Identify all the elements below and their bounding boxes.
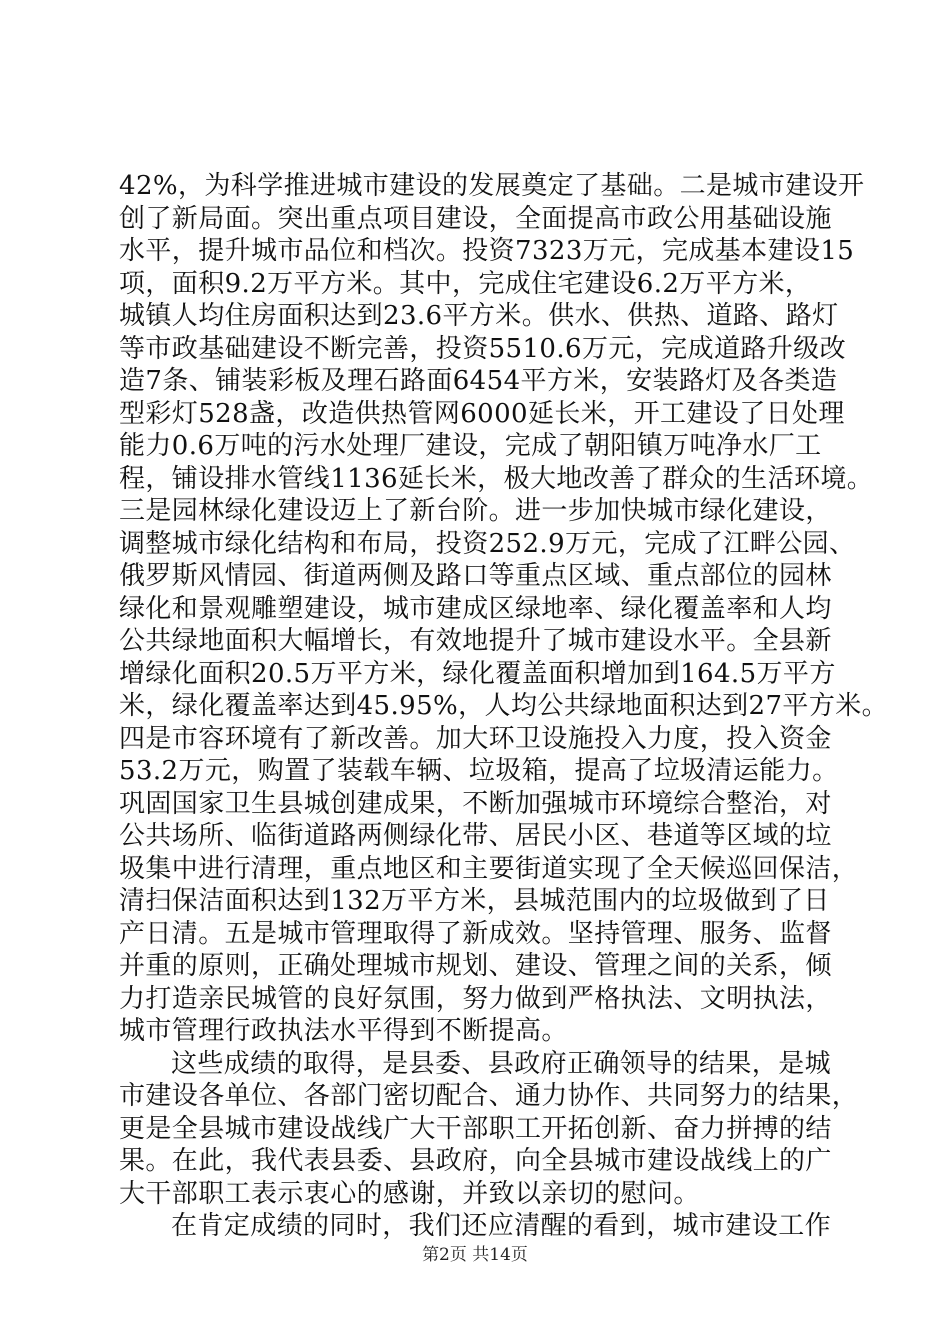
text-line: 项，面积9.2万平方米。其中，完成住宅建设6.2万平方米， xyxy=(119,268,812,299)
text-line: 能力0.6万吨的污水处理厂建设，完成了朝阳镇万吨净水厂工 xyxy=(119,431,822,461)
body-text xyxy=(119,170,889,1243)
text-line: 并重的原则，正确处理城市规划、建设、管理之间的关系，倾 xyxy=(119,951,832,981)
text-line: 42%，为科学推进城市建设的发展奠定了基础。二是城市建设开 xyxy=(119,171,865,201)
text-line: 53.2万元，购置了装载车辆、垃圾箱，提高了垃圾清运能力。 xyxy=(119,756,839,786)
text-line: 三是园林绿化建设迈上了新台阶。进一步加快城市绿化建设， xyxy=(119,496,832,526)
text-line: 四是市容环境有了新改善。加大环卫设施投入力度，投入资金 xyxy=(119,723,832,754)
text-line: 城市管理行政执法水平得到不断提高。 xyxy=(119,1016,568,1046)
text-line: 绿化和景观雕塑建设，城市建成区绿地率、绿化覆盖率和人均 xyxy=(119,593,832,624)
text-line: 这些成绩的取得，是县委、县政府正确领导的结果，是城 xyxy=(171,1048,832,1079)
text-line: 俄罗斯风情园、街道两侧及路口等重点区域、重点部位的园林 xyxy=(119,561,832,591)
text-line: 市建设各单位、各部门密切配合、通力协作、共同努力的结果， xyxy=(119,1081,859,1111)
text-line: 公共场所、临街道路两侧绿化带、居民小区、巷道等区域的垃 xyxy=(119,821,832,851)
text-line: 清扫保洁面积达到132万平方米，县城范围内的垃圾做到了日 xyxy=(119,886,830,916)
text-line: 米，绿化覆盖率达到45.95%，人均公共绿地面积达到27平方米。 xyxy=(119,691,889,721)
text-line: 大干部职工表示衷心的感谢，并致以亲切的慰问。 xyxy=(119,1178,700,1209)
text-line: 果。在此，我代表县委、县政府，向全县城市建设战线上的广 xyxy=(119,1146,832,1176)
text-line: 巩固国家卫生县城创建成果，不断加强城市环境综合整治，对 xyxy=(119,788,832,819)
text-line: 城镇人均住房面积达到23.6平方米。供水、供热、道路、路灯 xyxy=(119,301,839,331)
text-line: 公共绿地面积大幅增长，有效地提升了城市建设水平。全县新 xyxy=(119,626,832,656)
text-line: 在肯定成绩的同时，我们还应清醒的看到，城市建设工作 xyxy=(171,1211,832,1241)
text-line: 圾集中进行清理，重点地区和主要街道实现了全天候巡回保洁， xyxy=(119,853,859,884)
text-line: 型彩灯528盏，改造供热管网6000延长米，开工建设了日处理 xyxy=(119,398,845,429)
text-line: 调整城市绿化结构和布局，投资252.9万元，完成了江畔公园、 xyxy=(119,528,856,559)
page-footer: 第2页 共14页 xyxy=(422,1245,528,1265)
text-line: 创了新局面。突出重点项目建设，全面提高市政公用基础设施 xyxy=(119,203,832,234)
text-line: 力打造亲民城管的良好氛围，努力做到严格执法、文明执法， xyxy=(119,983,832,1014)
text-line: 更是全县城市建设战线广大干部职工开拓创新、奋力拼搏的结 xyxy=(119,1113,832,1144)
text-line: 等市政基础建设不断完善，投资5510.6万元，完成道路升级改 xyxy=(119,333,846,364)
text-line: 程，铺设排水管线1136延长米，极大地改善了群众的生活环境。 xyxy=(119,463,874,494)
text-line: 产日清。五是城市管理取得了新成效。坚持管理、服务、监督 xyxy=(119,918,832,949)
text-line: 水平，提升城市品位和档次。投资7323万元，完成基本建设15 xyxy=(119,236,855,266)
text-line: 造7条、铺装彩板及理石路面6454平方米，安装路灯及各类造 xyxy=(119,366,838,396)
text-line: 增绿化面积20.5万平方米，绿化覆盖面积增加到164.5万平方 xyxy=(119,658,836,689)
